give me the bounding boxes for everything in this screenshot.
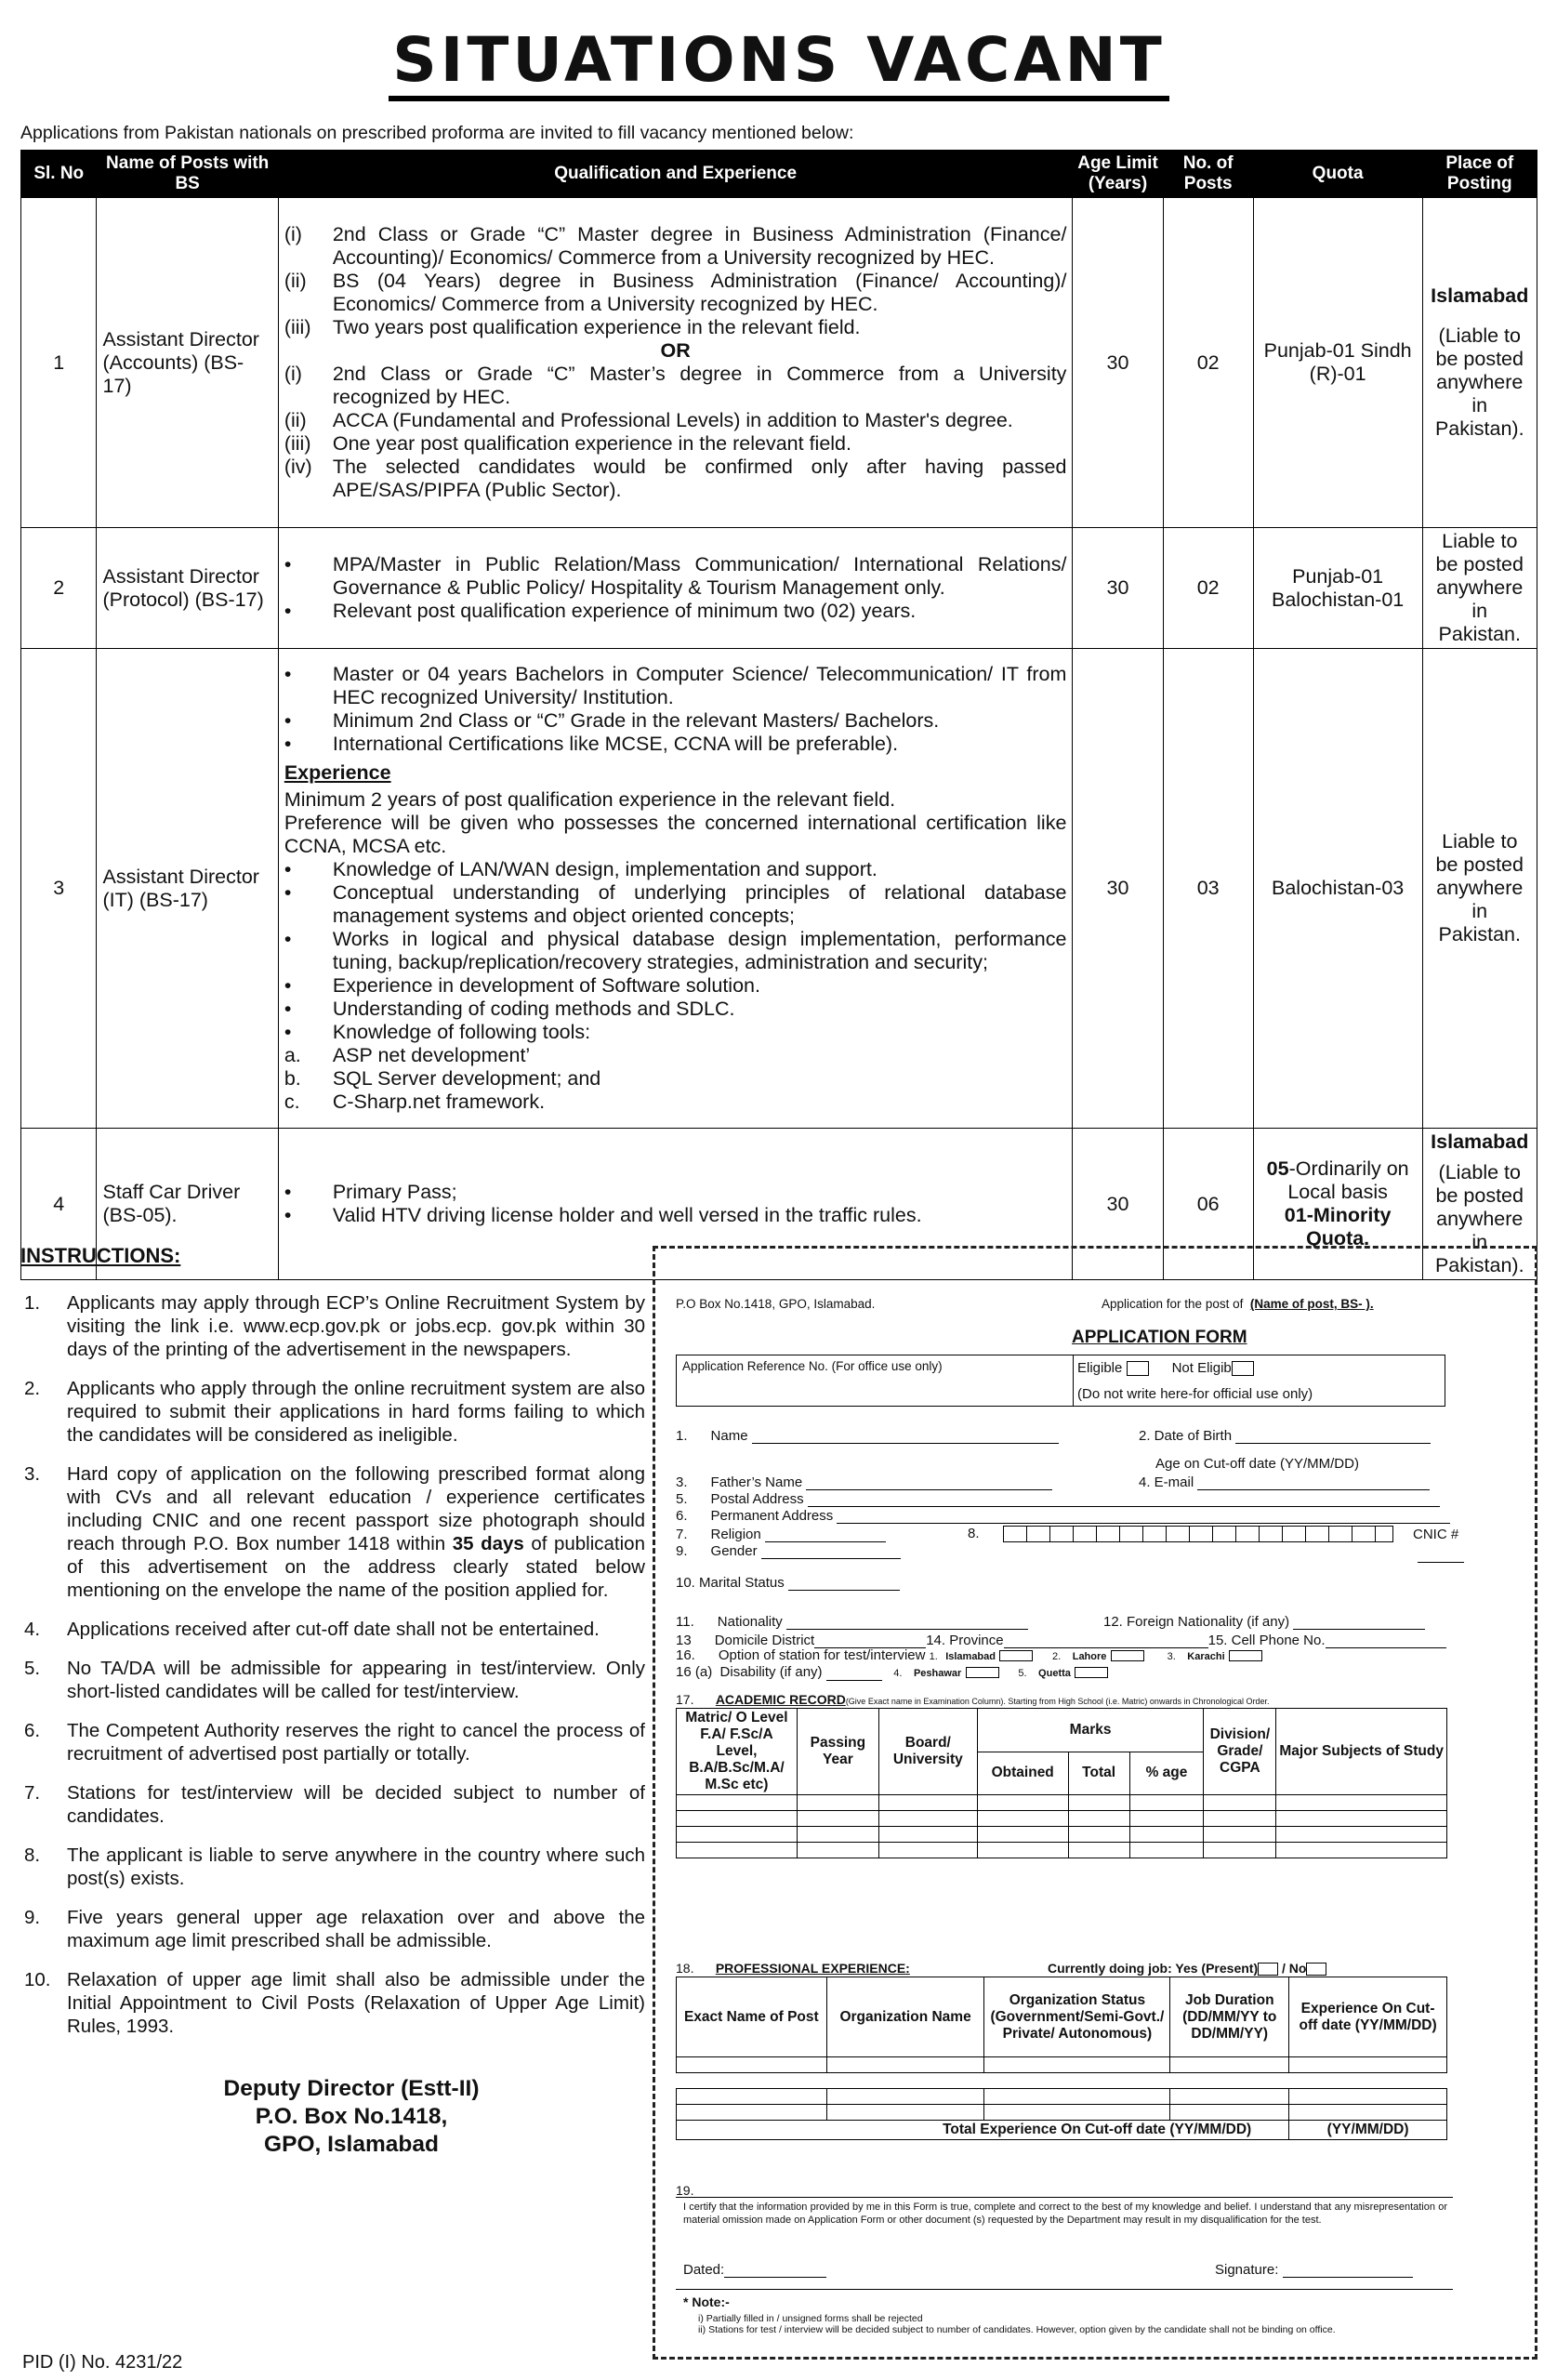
field-postal: 5. Postal Address [676,1492,1440,1507]
row-sl: 1 [21,198,97,528]
field-dob: 2. Date of Birth [1139,1429,1431,1444]
table-row[interactable] [677,2057,1447,2073]
job-yes-checkbox[interactable] [1258,1963,1278,1976]
field-foreign: 12. Foreign Nationality (if any) [1103,1615,1425,1630]
list-item: • Knowledge of following tools: [284,1021,591,1043]
table-row[interactable] [677,2089,1447,2105]
station-lahore-checkbox[interactable] [1111,1650,1144,1661]
col-sl: Sl. No [21,151,97,198]
list-item: 1. Applicants may apply through ECP’s Online Recruitment System by visiting the link i.e. www.ecp.gov.pk or jobs.ecp. gov.pk within 30 days of the printing of the advertisement in the newspapers. [24,1292,645,1360]
office-use-box: Application Reference No. (For office use only) Eligible Not Eligib (Do not write here-for official use only) [676,1355,1445,1407]
table-row [21,649,1537,1129]
name-input[interactable] [752,1431,1059,1444]
col-quota: Quota [1253,151,1422,198]
row-post: Assistant Director (IT) (BS-17) [97,649,278,1129]
experience-heading: 18. PROFESSIONAL EXPERIENCE: Currently doing job: Yes (Present) / No [676,1961,1453,1976]
row-sl: 2 [21,528,97,649]
table-row[interactable] [677,1811,1447,1827]
intro-text: Applications from Pakistan nationals on prescribed proforma are invited to fill vacancy mentioned below: [20,123,854,143]
list-item: 8. The applicant is liable to serve anywhere in the country where such post(s) exists. [24,1844,645,1889]
job-no-checkbox[interactable] [1306,1963,1326,1976]
cnic-label: CNIC # [1413,1527,1459,1542]
dob-input[interactable] [1235,1431,1431,1444]
field-gender: 9. Gender [676,1544,901,1559]
foreign-nationality-input[interactable] [1293,1617,1425,1630]
eligible-checkbox[interactable] [1127,1361,1149,1376]
father-name-input[interactable] [806,1477,1052,1490]
list-item: 2. Applicants who apply through the online recruitment system are also required to submit their applications in hard forms failing to which the candidates will be considered as ineligible. [24,1378,645,1446]
instructions-title: INSTRUCTIONS: [20,1244,181,1267]
row-no: 02 [1163,528,1253,649]
list-item: (ii) ACCA (Fundamental and Professional Levels) in addition to Master's degree. [284,409,1013,431]
list-item: • Understanding of coding methods and SDLC. [284,998,735,1020]
row-qual [278,198,1073,528]
table-row[interactable] [677,2073,1447,2089]
table-row: Total Experience On Cut-off date (YY/MM/DD) (YY/MM/DD) [677,2121,1447,2140]
field-permanent: 6. Permanent Address [676,1509,1450,1524]
row-place: Liable to be posted anywhere in Pakistan. [1422,649,1537,1129]
or-label: OR [660,339,691,362]
row-age: 30 [1073,528,1163,649]
province-input[interactable] [1004,1635,1208,1648]
postal-address-input[interactable] [808,1494,1440,1507]
permanent-address-input[interactable] [837,1511,1450,1524]
field-name: 1. Name [676,1429,1059,1444]
list-item: • International Certifications like MCSE, CCNA will be preferable). [284,733,899,755]
post-applied: Application for the post of (Name of post, BS- ). [1102,1297,1374,1311]
row-post: Staff Car Driver (BS-05). [97,1129,278,1280]
row-place: Islamabad (Liable to be posted anywhere in Pakistan). [1422,1129,1537,1280]
list-item: (i) 2nd Class or Grade “C” Master degree in Business Administration (Finance/ Accounting)/ Economics/ Commerce from a University recognized by HEC. [284,223,1067,269]
row-place: Liable to be posted anywhere in Pakistan. [1422,528,1537,649]
field-station: 16. Option of station for test/interview 1. Islamabad 2. Lahore 3. Karachi [676,1648,1262,1664]
pid-number: PID (I) No. 4231/22 [22,2352,183,2373]
list-item: 10. Relaxation of upper age limit shall also be admissible under the Initial Appointment to Civil Posts (Relaxation of Upper Age Limit) Rules, 1993. [24,1969,645,2037]
application-form [653,1246,1537,2360]
religion-input[interactable] [765,1529,886,1542]
po-box: P.O Box No.1418, GPO, Islamabad. [676,1297,876,1311]
note-heading: * Note:- [683,2294,730,2309]
row-qual [278,649,1073,1129]
email-input[interactable] [1197,1477,1430,1490]
row-quota: Balochistan-03 [1253,649,1422,1129]
academic-heading: 17. ACADEMIC RECORD(Give Exact name in Examination Column). Starting from High School (i.e. Matric) onwards in Chronological Order. [676,1692,1270,1707]
field-religion: 7. Religion [676,1527,886,1542]
station-quetta-checkbox[interactable] [1075,1667,1108,1678]
list-item: a. ASP net development’ [284,1044,531,1066]
list-item: (iii) One year post qualification experience in the relevant field. [284,432,851,455]
list-item: (iii) Two years post qualification experience in the relevant field. [284,316,861,338]
form-title: APPLICATION FORM [1072,1328,1247,1347]
table-row [21,528,1537,649]
field-domicile: 13 Domicile District 14. Province 15. Cell Phone No. [676,1633,1446,1648]
row-quota: Punjab-01 Balochistan-01 [1253,528,1422,649]
lower-section [20,1244,1537,2380]
row-no: 02 [1163,198,1253,528]
row-sl: 4 [21,1129,97,1280]
row-qual [278,528,1073,649]
table-header [21,151,1537,198]
station-peshawar-checkbox[interactable] [966,1667,999,1678]
vacancy-table [20,150,1537,1280]
cell-phone-input[interactable] [1326,1635,1446,1648]
list-item: • MPA/Master in Public Relation/Mass Communication/ International Relations/ Governance & Public Policy/ Hospitality & Tourism Management only. [284,553,1067,599]
row-place: Islamabad (Liable to be posted anywhere in Pakistan). [1422,198,1537,528]
col-qual: Qualification and Experience [278,151,1073,198]
list-item: 4. Applications received after cut-off date shall not be entertained. [24,1619,600,1640]
table-row[interactable] [677,2105,1447,2121]
list-item: • Relevant post qualification experience of minimum two (02) years. [284,600,917,622]
certify-text: I certify that the information provided by me in this Form is true, complete and correct to the best of my knowledge and belief. I understand that any misrepresentation or material omission made on Application Form or other document (s) requested by the Department may result in my disqualification for the test. [683,2202,1447,2226]
experience-table: Exact Name of Post Organization Name Organization Status (Government/Semi-Govt./ Private/ Autonomous) Job Duration (DD/MM/YY to DD/MM/YY) Experience On Cut-off date (YY/MM/DD) Total Experience On Cut-off date (YY/MM/DD) (YY/MM/DD) [676,1977,1447,2140]
row-age: 30 [1073,649,1163,1129]
academic-table: Matric/ O Level F.A/ F.Sc/A Level, B.A/B.Sc/M.A/ M.Sc etc) Passing Year Board/ University Marks Division/ Grade/ CGPA Major Subjects of Study Obtained Total % age [676,1708,1447,1858]
list-item: b. SQL Server development; and [284,1067,601,1090]
signature-block: Deputy Director (Estt-II) P.O. Box No.1418, GPO, Islamabad [223,2076,480,2157]
nationality-input[interactable] [786,1617,1028,1630]
col-age: Age Limit (Years) [1073,151,1163,198]
signature-input[interactable] [1283,2265,1413,2278]
list-item: • Valid HTV driving license holder and well versed in the traffic rules. [284,1204,922,1226]
row-quota: 05-Ordinarily on Local basis 01-Minority Quota. [1253,1129,1422,1280]
cnic-input[interactable] [1003,1526,1393,1542]
list-item: • Experience in development of Software solution. [284,974,760,997]
gender-input[interactable] [761,1546,901,1559]
marital-status-input[interactable] [788,1578,900,1591]
field-email: 4. E-mail [1139,1475,1430,1490]
cnic-tail-input[interactable] [1418,1550,1464,1563]
list-item: (iv) The selected candidates would be confirmed only after having passed APE/SAS/PIPFA (Public Sector). [284,456,1067,501]
row-age: 30 [1073,198,1163,528]
field-19: 19. [676,2183,694,2198]
note-1: i) Partially filled in / unsigned forms shall be rejected [698,2313,923,2324]
station-karachi-checkbox[interactable] [1229,1650,1262,1661]
col-no: No. of Posts [1163,151,1253,198]
domicile-input[interactable] [814,1635,926,1648]
list-item: (ii) BS (04 Years) degree in Business Administration (Finance/ Accounting)/ Economics/ Commerce from a University recognized by HEC. [284,270,1067,315]
row-quota: Punjab-01 Sindh (R)-01 [1253,198,1422,528]
table-row[interactable] [677,1795,1447,1811]
declaration-box [676,2197,1453,2355]
disability-input[interactable] [826,1668,882,1681]
dated-field: Dated: [683,2263,826,2278]
list-item: • Knowledge of LAN/WAN design, implementation and support. [284,858,877,880]
row-sl: 3 [21,649,97,1129]
dated-input[interactable] [724,2265,826,2278]
col-place: Place of Posting [1422,151,1537,198]
list-item: 5. No TA/DA will be admissible for appearing in test/interview. Only short-listed candidates will be called for test/interview. [24,1658,645,1702]
signature-field: Signature: [1215,2263,1413,2278]
list-item: c. C-Sharp.net framework. [284,1091,546,1113]
page-title: SITUATIONS VACANT [20,20,1537,100]
station-islamabad-checkbox[interactable] [999,1650,1033,1661]
list-item: 3. Hard copy of application on the following prescribed format along with CVs and all relevant education / experience certificates including CNIC and one recent passport size photograph should reach through P.O. Box number 1418 within 35 days of publication of this advertisement on the address clearly stated below mentioning on the envelope the name of the position applied for. [24,1463,645,1601]
row-post: Assistant Director (Accounts) (BS-17) [97,198,278,528]
list-item: 7. Stations for test/interview will be decided subject to number of candidates. [24,1782,645,1827]
list-item: 9. Five years general upper age relaxation over and above the maximum age limit prescribed shall be admissible. [24,1907,645,1951]
table-row[interactable] [677,1827,1447,1843]
note-2: ii) Stations for test / interview will be decided subject to number of candidates. However, option given by the candidate shall not be binding on office. [698,2324,1336,2335]
table-row[interactable] [677,1843,1447,1858]
row-age: 30 [1073,1129,1163,1280]
list-item: (i) 2nd Class or Grade “C” Master’s degree in Commerce from a University recognized by HEC. [284,363,1067,408]
list-item: • Works in logical and physical database design implementation, performance tuning, backup/replication/recovery strategies, administration and security; [284,928,1067,973]
field-cnic: 8. [968,1526,1393,1542]
list-item: • Primary Pass; [284,1181,457,1203]
list-item: • Conceptual understanding of underlying principles of relational database management systems and object oriented concepts; [284,881,1067,927]
not-eligible-checkbox[interactable] [1232,1361,1254,1376]
instructions [20,1244,645,2159]
field-nationality: 11. Nationality [676,1615,1028,1630]
table-row [21,198,1537,528]
list-item: • Master or 04 years Bachelors in Computer Science/ Telecommunication/ IT from HEC recognized University/ Institution. [284,663,1067,708]
field-father: 3. Father’s Name [676,1475,1052,1490]
row-post: Assistant Director (Protocol) (BS-17) [97,528,278,649]
list-item: 6. The Competent Authority reserves the right to cancel the process of recruitment of advertised post partially or totally. [24,1720,645,1765]
age-cutoff: Age on Cut-off date (YY/MM/DD) [1155,1456,1359,1472]
row-no: 06 [1163,1129,1253,1280]
row-no: 03 [1163,649,1253,1129]
experience-text: Minimum 2 years of post qualification experience in the relevant field. [284,788,896,811]
advertisement-page [20,0,1537,2380]
field-disability: 16 (a) Disability (if any) 4. Peshawar 5. Quetta [676,1665,1108,1681]
experience-text: Preference will be given who possesses the concerned international certification like CCNA, MCSA etc. [284,812,1067,857]
list-item: • Minimum 2nd Class or “C” Grade in the relevant Masters/ Bachelors. [284,709,940,732]
field-marital: 10. Marital Status [676,1576,900,1591]
col-post: Name of Posts with BS [97,151,278,198]
experience-heading: Experience [284,761,391,784]
